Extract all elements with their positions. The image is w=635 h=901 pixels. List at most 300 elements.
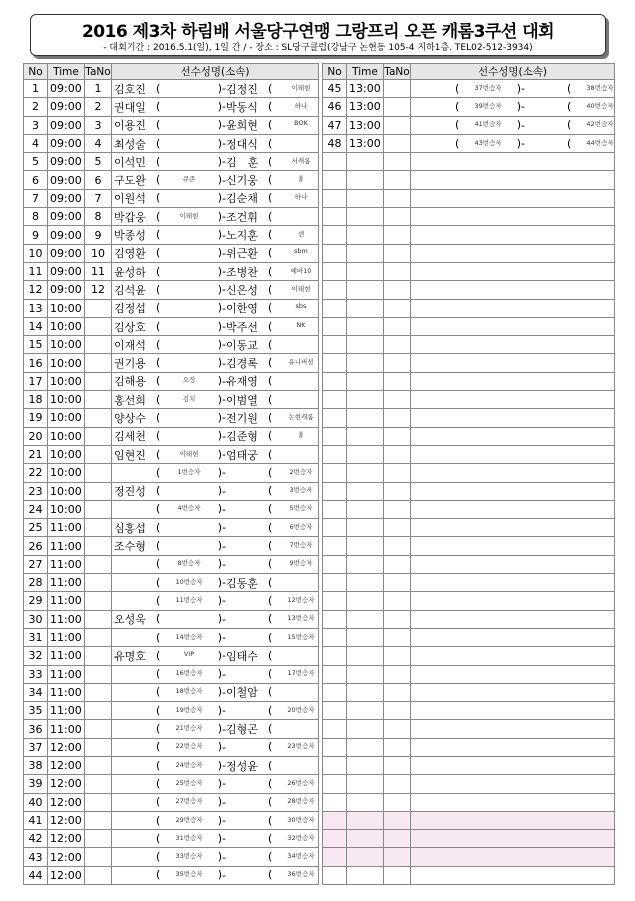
- blank-cell: [384, 555, 411, 573]
- table-no: [85, 628, 112, 646]
- header-players: 선수성명(소속): [112, 64, 319, 80]
- blank-cell: [384, 665, 411, 683]
- blank-cell: [384, 409, 411, 427]
- blank-cell: [384, 720, 411, 738]
- paren-close: ): [217, 630, 222, 644]
- blank-cell: [347, 720, 384, 738]
- table-no: 11: [85, 262, 112, 280]
- blank-cell: [411, 866, 615, 884]
- versus-dash: -: [222, 777, 226, 791]
- player-2: [226, 337, 319, 353]
- blank-cell: [384, 262, 411, 280]
- page-subtitle: - 대회기간 : 2016.5.1(일), 1일 간 / - 장소 : SL당구클럽(강남구 논현동 105-4 지하1층. TEL02-512-3934): [103, 43, 533, 53]
- table-row: [24, 738, 319, 756]
- blank-row: [323, 647, 615, 665]
- paren-open: (: [156, 228, 161, 242]
- blank-cell: [347, 189, 384, 207]
- versus-dash: -: [521, 118, 525, 132]
- paren-close: ): [217, 173, 222, 187]
- blank-cell: [323, 372, 347, 390]
- blank-cell: [347, 317, 384, 335]
- player-pair: [114, 136, 318, 152]
- paren-close: ): [217, 868, 222, 882]
- table-row: [24, 720, 319, 738]
- blank-cell: [384, 811, 411, 829]
- player-2: [226, 209, 319, 225]
- match-time: 10:00: [48, 464, 85, 482]
- affiliation-text: 하나: [294, 101, 308, 110]
- versus-dash: -: [222, 557, 226, 571]
- player-1: [114, 264, 222, 280]
- match-time: 11:00: [48, 702, 85, 720]
- player-1: [114, 520, 222, 536]
- paren-close: ): [217, 191, 222, 205]
- blank-cell: [323, 299, 347, 317]
- player-pair: [114, 777, 318, 790]
- blank-cell: [347, 482, 384, 500]
- match-players: [112, 702, 319, 720]
- paren-open: (: [267, 209, 273, 223]
- paren-open: (: [156, 337, 161, 351]
- blank-row: [323, 665, 615, 683]
- table-no: [85, 830, 112, 848]
- blank-cell: [411, 811, 615, 829]
- blank-row: [323, 317, 615, 335]
- versus-dash: -: [222, 868, 226, 882]
- player-2: [226, 428, 319, 444]
- blank-cell: [347, 702, 384, 720]
- match-players: [112, 665, 319, 683]
- blank-cell: [384, 610, 411, 628]
- blank-cell: [411, 262, 615, 280]
- paren-open: (: [156, 850, 161, 864]
- paren-open: (: [267, 392, 273, 406]
- table-no: [85, 519, 112, 537]
- schedule-table-right: [322, 63, 615, 885]
- paren-open: (: [267, 813, 273, 827]
- player-pair: [114, 373, 318, 389]
- table-row: [24, 592, 319, 610]
- player-name: 김해용: [114, 375, 146, 389]
- player-1: [114, 319, 222, 335]
- blank-cell: [347, 793, 384, 811]
- blank-cell: [411, 244, 615, 262]
- versus-dash: -: [222, 539, 226, 553]
- blank-cell: [347, 775, 384, 793]
- paren-close: ): [217, 557, 222, 571]
- blank-row: [323, 793, 615, 811]
- paren-open: (: [156, 374, 161, 388]
- paren-open: (: [267, 758, 273, 772]
- match-players: [112, 647, 319, 665]
- blank-row: [323, 171, 615, 189]
- paren-close: ): [217, 374, 222, 388]
- blank-row: [323, 336, 615, 354]
- player-2: [226, 172, 319, 188]
- paren-open: (: [455, 118, 460, 132]
- match-no: 3: [24, 116, 48, 134]
- player-name: 권대일: [114, 100, 146, 114]
- paren-open: (: [267, 667, 273, 681]
- match-time: 09:00: [48, 281, 85, 299]
- player-name: 정대식: [225, 137, 258, 151]
- match-time: 09:00: [48, 244, 85, 262]
- paren-close: ): [217, 447, 222, 461]
- match-no: 38: [24, 756, 48, 774]
- blank-cell: [323, 427, 347, 445]
- versus-dash: -: [222, 631, 226, 645]
- paren-close: ): [516, 99, 521, 113]
- table-row: [24, 574, 319, 592]
- blank-cell: [384, 391, 411, 409]
- match-players: [112, 80, 319, 98]
- blank-cell: [384, 299, 411, 317]
- paren-close: ): [217, 850, 222, 864]
- match-time: 10:00: [48, 427, 85, 445]
- player-1: [114, 209, 222, 225]
- table-no: [85, 848, 112, 866]
- blank-cell: [384, 775, 411, 793]
- match-time: 11:00: [48, 574, 85, 592]
- table-row: [24, 756, 319, 774]
- player-name: 전기원: [225, 411, 258, 425]
- match-time: 13:00: [347, 98, 384, 116]
- paren-open: (: [267, 795, 273, 809]
- affiliation-text: 6번승자: [289, 522, 313, 531]
- table-no: [85, 702, 112, 720]
- player-pair: [114, 392, 318, 408]
- paren-close: ): [516, 81, 521, 95]
- blank-row: [323, 574, 615, 592]
- match-no: 17: [24, 372, 48, 390]
- versus-dash: -: [222, 612, 226, 626]
- paren-open: (: [156, 191, 161, 205]
- affiliation-text: 15번승자: [287, 632, 315, 641]
- match-time: 09:00: [48, 208, 85, 226]
- blank-row: [323, 830, 615, 848]
- table-no: [85, 647, 112, 665]
- player-pair: [114, 668, 318, 681]
- table-no: [384, 98, 411, 116]
- match-time: 09:00: [48, 80, 85, 98]
- player-pair: [114, 741, 318, 754]
- blank-cell: [384, 445, 411, 463]
- paren-close: ): [217, 520, 222, 534]
- player-name: 유명호: [114, 649, 146, 663]
- blank-cell: [323, 665, 347, 683]
- table-no: [85, 756, 112, 774]
- match-time: 12:00: [48, 811, 85, 829]
- player-1: [114, 538, 222, 554]
- table-no: [85, 574, 112, 592]
- player-pair: [114, 117, 318, 133]
- paren-close: ): [217, 392, 222, 406]
- blank-cell: [411, 226, 615, 244]
- table-row: [24, 445, 319, 463]
- paren-open: (: [267, 575, 273, 589]
- player-name: 김정진: [225, 82, 258, 96]
- match-no: 31: [24, 628, 48, 646]
- player-name: 김형곤: [225, 723, 258, 737]
- blank-cell: [347, 647, 384, 665]
- match-no: 25: [24, 519, 48, 537]
- paren-open: (: [267, 319, 273, 333]
- paren-close: ): [217, 429, 222, 443]
- paren-close: ): [217, 465, 222, 479]
- blank-cell: [411, 720, 615, 738]
- blank-cell: [411, 702, 615, 720]
- match-time: 12:00: [48, 866, 85, 884]
- player-pair: [114, 81, 318, 97]
- blank-cell: [323, 409, 347, 427]
- paren-open: (: [156, 301, 161, 315]
- match-no: 2: [24, 98, 48, 116]
- paren-close: ): [516, 118, 521, 132]
- table-no: 6: [85, 171, 112, 189]
- blank-cell: [323, 482, 347, 500]
- player-pair: [114, 154, 318, 170]
- blank-cell: [411, 592, 615, 610]
- player-name: 이재석: [114, 338, 146, 352]
- match-no: 47: [323, 116, 347, 134]
- paren-open: (: [156, 868, 161, 882]
- blank-cell: [323, 793, 347, 811]
- versus-dash: -: [222, 814, 226, 828]
- paren-open: (: [267, 154, 273, 168]
- versus-dash: -: [222, 740, 226, 754]
- paren-close: ): [217, 703, 222, 717]
- player-1: [114, 373, 222, 389]
- versus-dash: -: [222, 649, 226, 663]
- versus-dash: -: [521, 100, 525, 114]
- match-players: [112, 610, 319, 628]
- player-pair: [413, 82, 614, 95]
- versus-dash: -: [222, 502, 226, 516]
- player-2: [226, 81, 319, 97]
- paren-open: (: [267, 191, 273, 205]
- paren-open: (: [267, 429, 273, 443]
- table-no: [85, 445, 112, 463]
- match-no: 15: [24, 336, 48, 354]
- blank-cell: [323, 244, 347, 262]
- player-name: 이한영: [225, 302, 258, 316]
- player-pair: [114, 410, 318, 426]
- blank-row: [323, 482, 615, 500]
- match-no: 26: [24, 537, 48, 555]
- match-time: 13:00: [347, 134, 384, 152]
- player-pair: [114, 611, 318, 627]
- table-row: [24, 702, 319, 720]
- player-2: [226, 190, 319, 206]
- blank-cell: [411, 482, 615, 500]
- player-pair: [114, 575, 318, 591]
- paren-close: ): [217, 831, 222, 845]
- paren-open: (: [267, 776, 273, 790]
- blank-cell: [323, 262, 347, 280]
- player-2: [226, 684, 319, 700]
- match-time: 11:00: [48, 555, 85, 573]
- match-time: 13:00: [347, 116, 384, 134]
- paren-close: ): [217, 136, 222, 150]
- affiliation-text: 34번승자: [287, 852, 315, 861]
- blank-row: [323, 555, 615, 573]
- paren-open: (: [267, 831, 273, 845]
- affiliation-text: sbm: [294, 247, 308, 256]
- blank-cell: [347, 427, 384, 445]
- versus-dash: -: [222, 411, 226, 425]
- match-players: [112, 189, 319, 207]
- player-pair: [114, 558, 318, 571]
- table-no: [85, 537, 112, 555]
- blank-row: [323, 592, 615, 610]
- match-no: 40: [24, 793, 48, 811]
- paren-open: (: [156, 282, 161, 296]
- paren-open: (: [267, 850, 273, 864]
- table-row: [24, 299, 319, 317]
- match-time: 09:00: [48, 226, 85, 244]
- blank-row: [323, 226, 615, 244]
- paren-open: (: [267, 81, 273, 95]
- paren-open: (: [267, 264, 273, 278]
- blank-cell: [411, 427, 615, 445]
- paren-open: (: [156, 484, 161, 498]
- table-row: [24, 153, 319, 171]
- match-no: 43: [24, 848, 48, 866]
- player-2: [226, 392, 319, 408]
- table-row: [24, 391, 319, 409]
- blank-cell: [347, 537, 384, 555]
- blank-row: [323, 153, 615, 171]
- match-players: [411, 134, 615, 152]
- versus-dash: -: [222, 155, 226, 169]
- match-players: [112, 830, 319, 848]
- affiliation-text: 2번승자: [289, 467, 313, 476]
- versus-dash: -: [222, 374, 226, 388]
- blank-cell: [384, 756, 411, 774]
- player-name: 홍선희: [114, 393, 146, 407]
- paren-close: ): [217, 593, 222, 607]
- player-pair: [114, 428, 318, 444]
- paren-close: ): [217, 575, 222, 589]
- match-no: 33: [24, 665, 48, 683]
- player-name: 김순채: [225, 192, 258, 206]
- blank-cell: [411, 830, 615, 848]
- blank-row: [323, 720, 615, 738]
- paren-open: (: [267, 356, 273, 370]
- player-pair: [114, 355, 318, 371]
- versus-dash: -: [222, 722, 226, 736]
- player-pair: [114, 227, 318, 243]
- blank-cell: [347, 811, 384, 829]
- match-time: 11:00: [48, 647, 85, 665]
- table-no: [85, 738, 112, 756]
- table-no: [85, 683, 112, 701]
- match-no: 37: [24, 738, 48, 756]
- match-time: 11:00: [48, 519, 85, 537]
- table-no: 4: [85, 134, 112, 152]
- match-players: [112, 116, 319, 134]
- paren-close: ): [217, 648, 222, 662]
- versus-dash: -: [222, 448, 226, 462]
- blank-row: [323, 445, 615, 463]
- player-2: [226, 648, 319, 664]
- affiliation-text: 36번승자: [287, 870, 315, 879]
- table-no: 2: [85, 98, 112, 116]
- match-players: [112, 537, 319, 555]
- table-row: [24, 116, 319, 134]
- blank-cell: [411, 391, 615, 409]
- player-2: [226, 575, 319, 591]
- blank-cell: [411, 537, 615, 555]
- match-no: 24: [24, 500, 48, 518]
- versus-dash: -: [222, 246, 226, 260]
- match-no: 27: [24, 555, 48, 573]
- versus-dash: -: [222, 301, 226, 315]
- blank-row: [323, 281, 615, 299]
- affiliation-text: 12번승자: [287, 595, 315, 604]
- table-row: [24, 500, 319, 518]
- blank-row: [323, 409, 615, 427]
- paren-open: (: [267, 539, 273, 553]
- affiliation-text: 1번승자: [177, 467, 201, 476]
- player-1: [114, 154, 222, 170]
- match-players: [112, 445, 319, 463]
- match-no: 12: [24, 281, 48, 299]
- match-no: 6: [24, 171, 48, 189]
- versus-dash: -: [222, 283, 226, 297]
- header-time: Time: [347, 64, 384, 80]
- paren-open: (: [267, 612, 273, 626]
- affiliation-text: 38번승자: [586, 83, 614, 92]
- blank-cell: [411, 336, 615, 354]
- paren-close: ): [217, 539, 222, 553]
- paren-open: (: [267, 118, 273, 132]
- match-time: 11:00: [48, 683, 85, 701]
- table-row: [323, 116, 615, 134]
- player-1: [114, 136, 222, 152]
- blank-cell: [347, 445, 384, 463]
- match-players: [112, 500, 319, 518]
- affiliation-text: 논현캐롬: [288, 412, 314, 421]
- table-row: [24, 537, 319, 555]
- player-pair: [114, 814, 318, 827]
- paren-open: (: [267, 630, 273, 644]
- blank-cell: [384, 171, 411, 189]
- paren-close: ): [217, 228, 222, 242]
- match-players: [411, 80, 615, 98]
- paren-open: (: [156, 154, 161, 168]
- blank-cell: [384, 244, 411, 262]
- paren-open: (: [267, 136, 273, 150]
- affiliation-text: 9번승자: [289, 559, 313, 568]
- affiliation-text: 20번승자: [287, 705, 315, 714]
- blank-cell: [347, 830, 384, 848]
- paren-close: ): [217, 410, 222, 424]
- player-1: [114, 282, 222, 298]
- versus-dash: -: [222, 320, 226, 333]
- paren-close: ): [217, 154, 222, 168]
- match-players: [112, 208, 319, 226]
- player-pair: [114, 245, 318, 261]
- match-players: [112, 592, 319, 610]
- blank-cell: [347, 354, 384, 372]
- affiliation-text: 큐존: [182, 175, 196, 184]
- match-no: 4: [24, 134, 48, 152]
- player-pair: [114, 282, 318, 298]
- blank-cell: [323, 592, 347, 610]
- affiliation-text: 39번승자: [474, 101, 502, 110]
- paren-open: (: [156, 319, 161, 333]
